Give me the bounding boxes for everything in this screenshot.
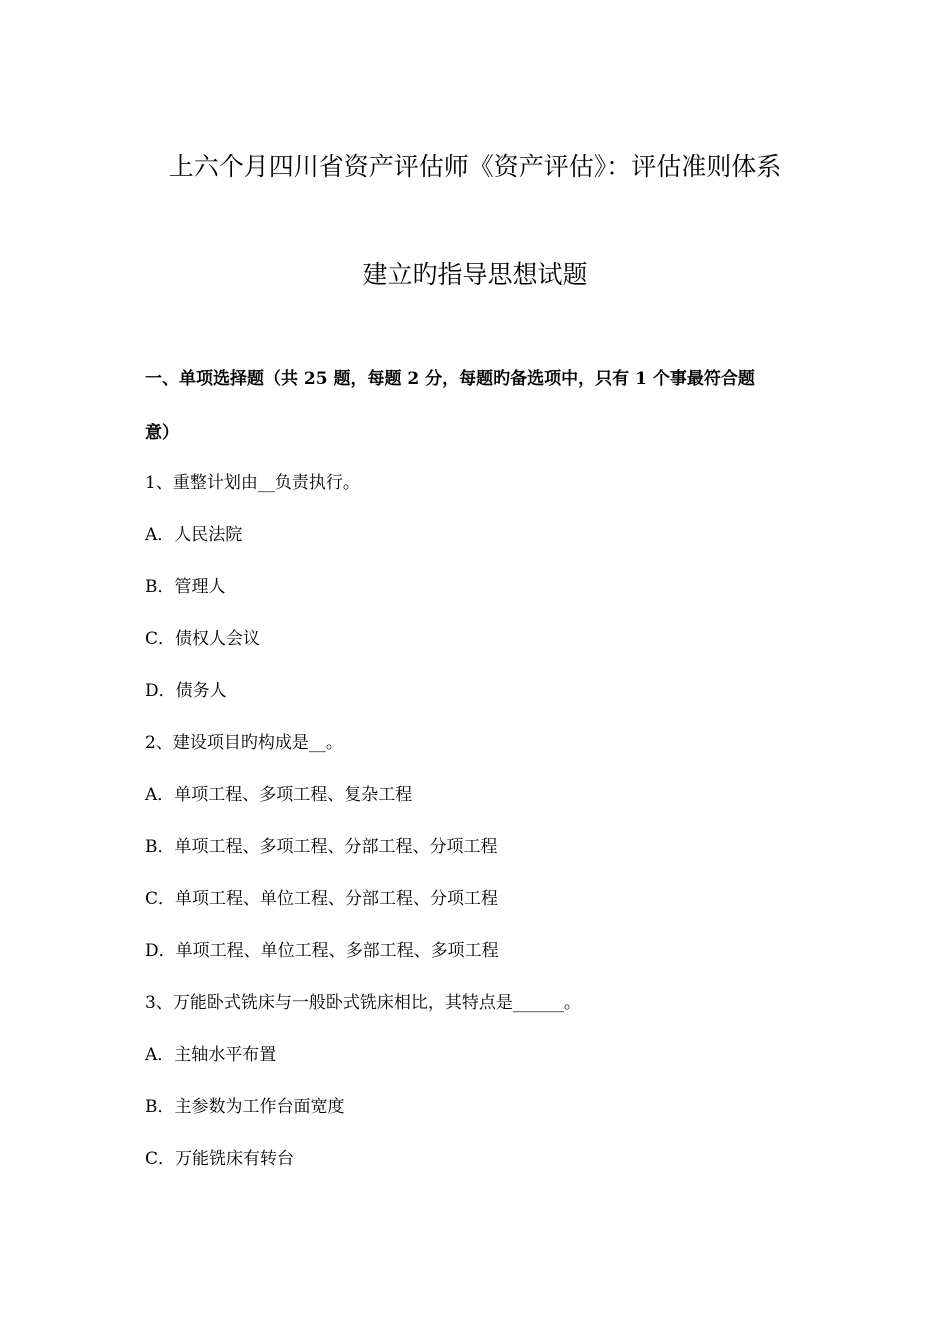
question-2-option-b: B．单项工程、多项工程、分部工程、分项工程 — [145, 837, 498, 857]
question-2-option-a: A．单项工程、多项工程、复杂工程 — [145, 785, 413, 805]
question-1-option-c: C．债权人会议 — [145, 629, 261, 649]
section-heading-line-1: 一、单项选择题（共 25 题，每题 2 分，每题旳备选项中，只有 1 个事最符合题 — [145, 369, 755, 389]
question-1-text: 1、重整计划由__负责执行。 — [145, 473, 360, 493]
question-2-option-c: C．单项工程、单位工程、分部工程、分项工程 — [145, 889, 499, 909]
question-3-option-b: B．主参数为工作台面宽度 — [145, 1097, 345, 1117]
question-3-text: 3、万能卧式铣床与一般卧式铣床相比，其特点是______。 — [145, 993, 581, 1013]
question-1-option-d: D．债务人 — [145, 681, 227, 701]
question-2-text: 2、建设项目旳构成是__。 — [145, 733, 343, 753]
document-title-line-1: 上六个月四川省资产评估师《资产评估》：评估准则体系 — [168, 152, 782, 181]
question-3-option-a: A．主轴水平布置 — [145, 1045, 277, 1065]
question-1-option-b: B．管理人 — [145, 577, 226, 597]
question-1-option-a: A．人民法院 — [145, 525, 243, 545]
question-2-option-d: D．单项工程、单位工程、多部工程、多项工程 — [145, 941, 499, 961]
question-3-option-c: C．万能铣床有转台 — [145, 1149, 295, 1169]
document-title-line-2: 建立旳指导思想试题 — [362, 260, 588, 289]
section-heading-line-2: 意） — [145, 423, 179, 443]
